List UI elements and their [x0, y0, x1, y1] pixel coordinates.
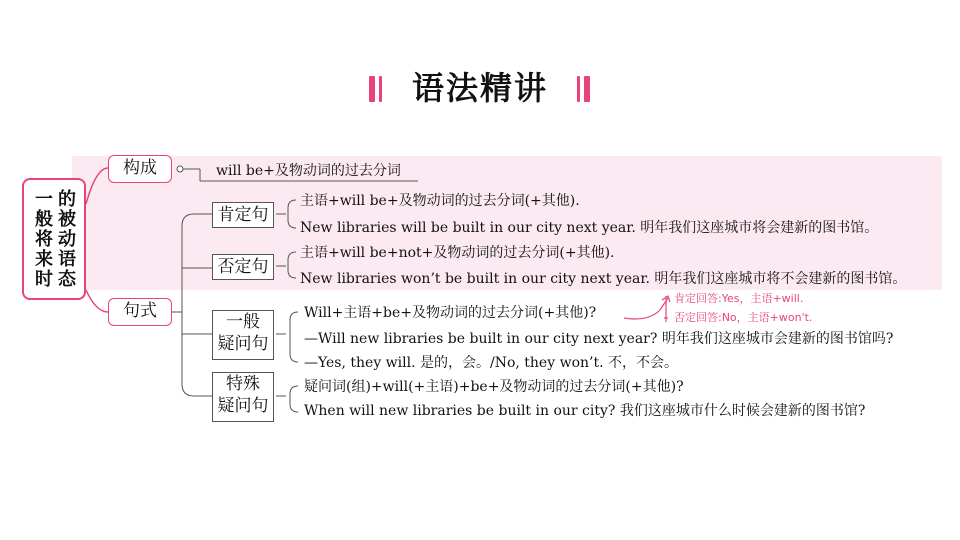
root-topic-col2: 的被动语态: [58, 189, 76, 290]
special-question-example: When will new libraries be built in our city? 我们这座城市什么时候会建新的图书馆?: [304, 403, 866, 419]
special-question-structure: 疑问词(组)+will(+主语)+be+及物动词的过去分词(+其他)?: [304, 379, 684, 395]
root-topic: [22, 178, 86, 300]
formation-node: 构成: [108, 155, 172, 183]
page-title: 语法精讲: [411, 69, 548, 107]
affirmative-node: 肯定句: [212, 202, 274, 228]
affirmative-example: New libraries will be built in our city next year. 明年我们这座城市将会建新的图书馆。: [300, 220, 879, 236]
general-question-label-1: 一般: [226, 312, 260, 332]
affirmative-structure: 主语+will be+及物动词的过去分词(+其他).: [300, 193, 580, 209]
sentence-node: 句式: [108, 298, 172, 326]
negative-example: New libraries won’t be built in our city next year. 明年我们这座城市将不会建新的图书馆。: [300, 271, 907, 287]
special-question-node: [212, 372, 274, 422]
general-question-node: [212, 310, 274, 360]
negative-structure: 主语+will be+not+及物动词的过去分词(+其他).: [300, 245, 615, 261]
negative-answer-note: 否定回答:No，主语+won't.: [674, 311, 813, 324]
general-question-example: —Will new libraries be built in our city next year? 明年我们这座城市会建新的图书馆吗?: [304, 331, 894, 347]
special-question-label-2: 疑问句: [217, 396, 269, 416]
general-question-answer: —Yes, they will. 是的，会。/No, they won’t. 不，不会。: [304, 355, 678, 371]
affirmative-answer-note: 肯定回答:Yes，主语+will.: [674, 292, 804, 305]
general-question-label-2: 疑问句: [217, 334, 269, 354]
special-question-label-1: 特殊: [226, 374, 260, 394]
negative-node: 否定句: [212, 254, 274, 280]
formation-text: will be+及物动词的过去分词: [216, 163, 401, 179]
root-topic-col1: 一般将来时: [35, 189, 53, 290]
general-question-structure: Will+主语+be+及物动词的过去分词(+其他)?: [304, 305, 597, 321]
